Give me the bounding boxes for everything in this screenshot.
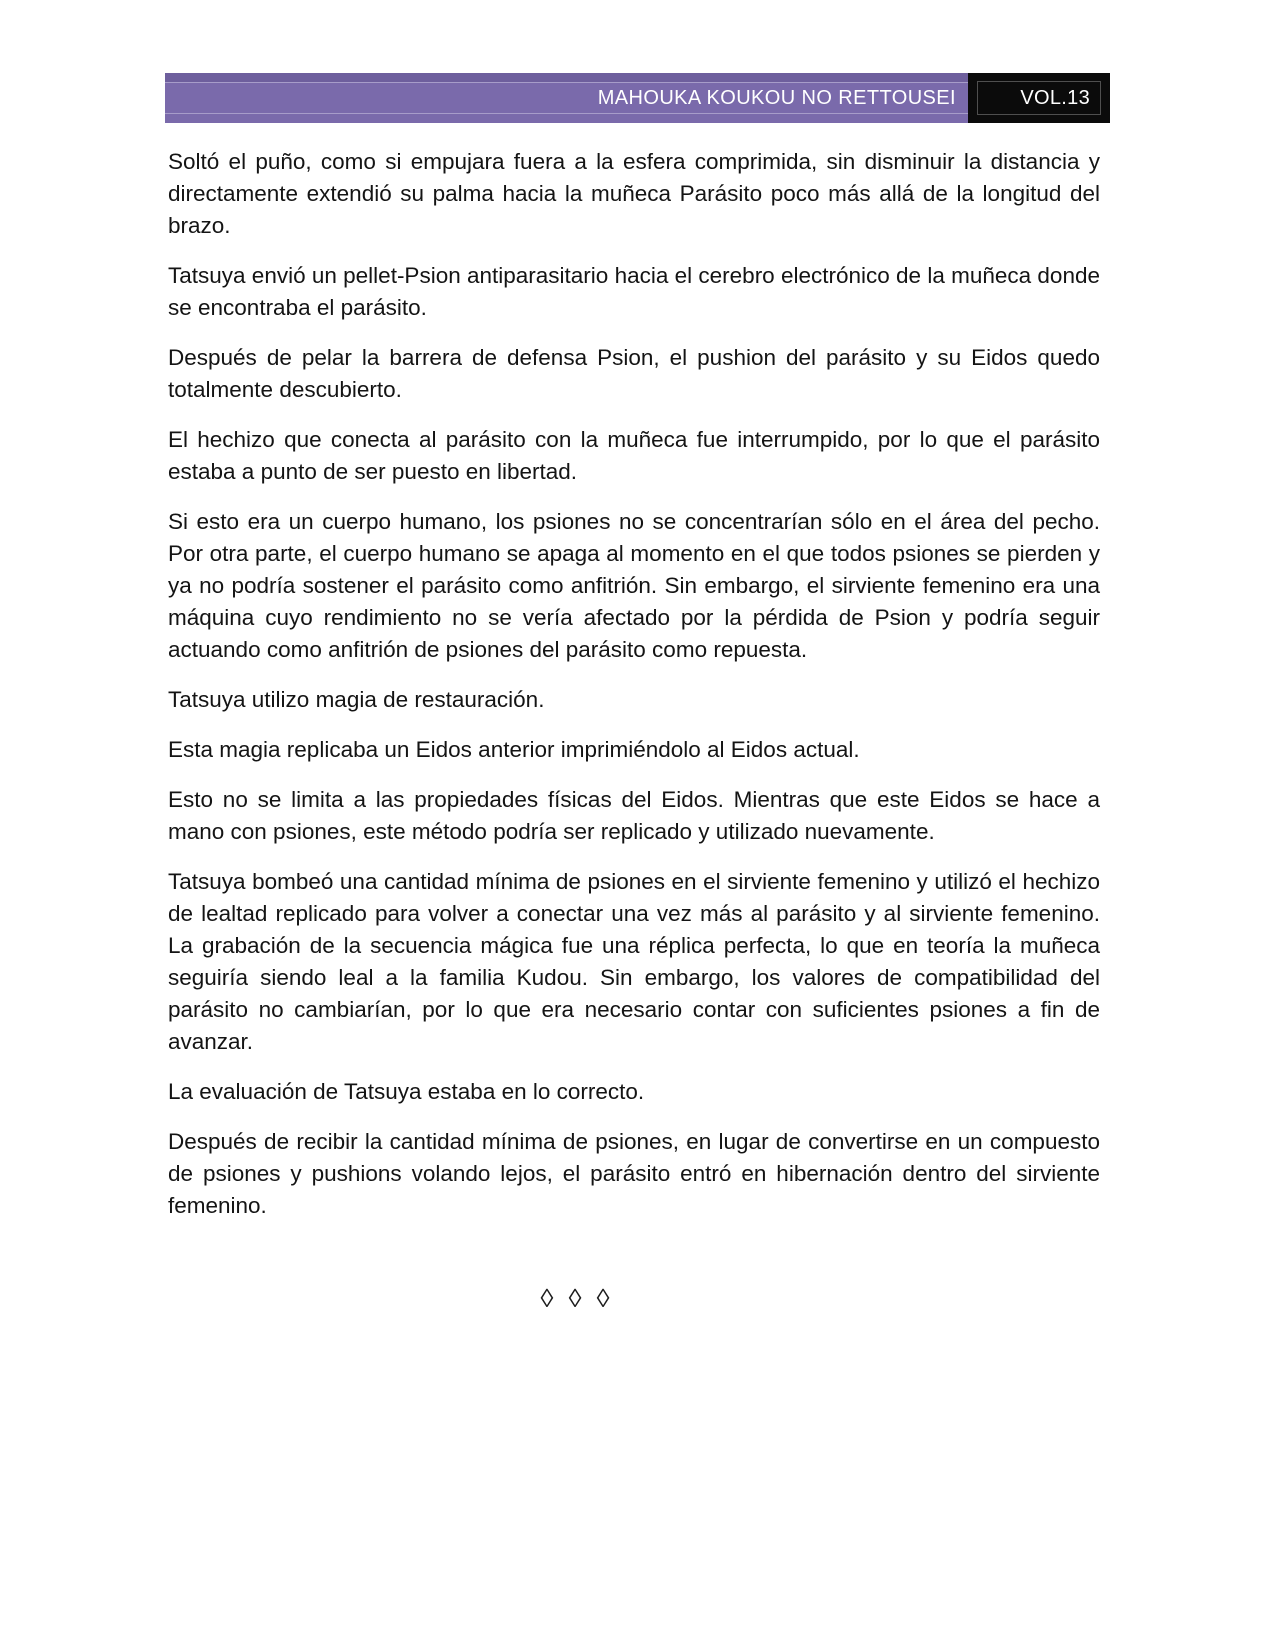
body-paragraph: El hechizo que conecta al parásito con la muñeca fue interrumpido, por lo que el parásito estaba a punto de ser puesto en libertad. — [168, 427, 1100, 484]
body-paragraph: Después de pelar la barrera de defensa Psion, el pushion del parásito y su Eidos quedo totalmente descubierto. — [168, 345, 1100, 402]
header-title: MAHOUKA KOUKOU NO RETTOUSEI — [597, 86, 956, 109]
body-paragraph: Tatsuya envió un pellet-Psion antiparasitario hacia el cerebro electrónico de la muñeca donde se encontraba el parásito. — [168, 263, 1100, 320]
body-paragraph: La evaluación de Tatsuya estaba en lo correcto. — [168, 1079, 645, 1104]
body-paragraph: Esto no se limita a las propiedades físicas del Eidos. Mientras que este Eidos se hace a mano con psiones, este método podría ser replicado y utilizado nuevamente. — [168, 787, 1100, 844]
page-header — [165, 73, 1110, 123]
body-paragraph: Después de recibir la cantidad mínima de psiones, en lugar de convertirse en un compuesto de psiones y pushions volando lejos, el parásito entró en hibernación dentro del sirviente femenino. — [168, 1129, 1100, 1218]
body-paragraph: Tatsuya utilizo magia de restauración. — [168, 687, 545, 712]
header-title-cell — [165, 73, 968, 123]
body-paragraph: Tatsuya bombeó una cantidad mínima de psiones en el sirviente femenino y utilizó el hechizo de lealtad replicado para volver a conectar una vez más al parásito y al sirviente femenino. La grabación de la secuencia mágica fue una réplica perfecta, lo que en teoría la muñeca seguiría siendo leal a la familia Kudou. Sin embargo, los valores de compatibilidad del parásito no cambiarían, por lo que era necesario contar con suficientes psiones a fin de avanzar. — [168, 869, 1100, 1054]
body-paragraph: Si esto era un cuerpo humano, los psiones no se concentrarían sólo en el área del pecho. Por otra parte, el cuerpo humano se apaga al momento en el que todos psiones se pierden y ya no podría sostener el parásito como anfitrión. Sin embargo, el sirviente femenino era una máquina cuyo rendimiento no se vería afectado por la pérdida de Psion y podría seguir actuando como anfitrión de psiones del parásito como repuesta. — [168, 509, 1100, 662]
volume-badge: VOL.13 — [1020, 86, 1090, 109]
body-paragraph: Soltó el puño, como si empujara fuera a la esfera comprimida, sin disminuir la distancia y directamente extendió su palma hacia la muñeca Parásito poco más allá de la longitud del brazo. — [168, 149, 1100, 238]
volume-cell — [968, 73, 1110, 123]
scene-break-divider: ◊ ◊ ◊ — [540, 1283, 614, 1313]
body-text-column — [168, 146, 1100, 1314]
body-paragraph: Esta magia replicaba un Eidos anterior imprimiéndolo al Eidos actual. — [168, 737, 860, 762]
